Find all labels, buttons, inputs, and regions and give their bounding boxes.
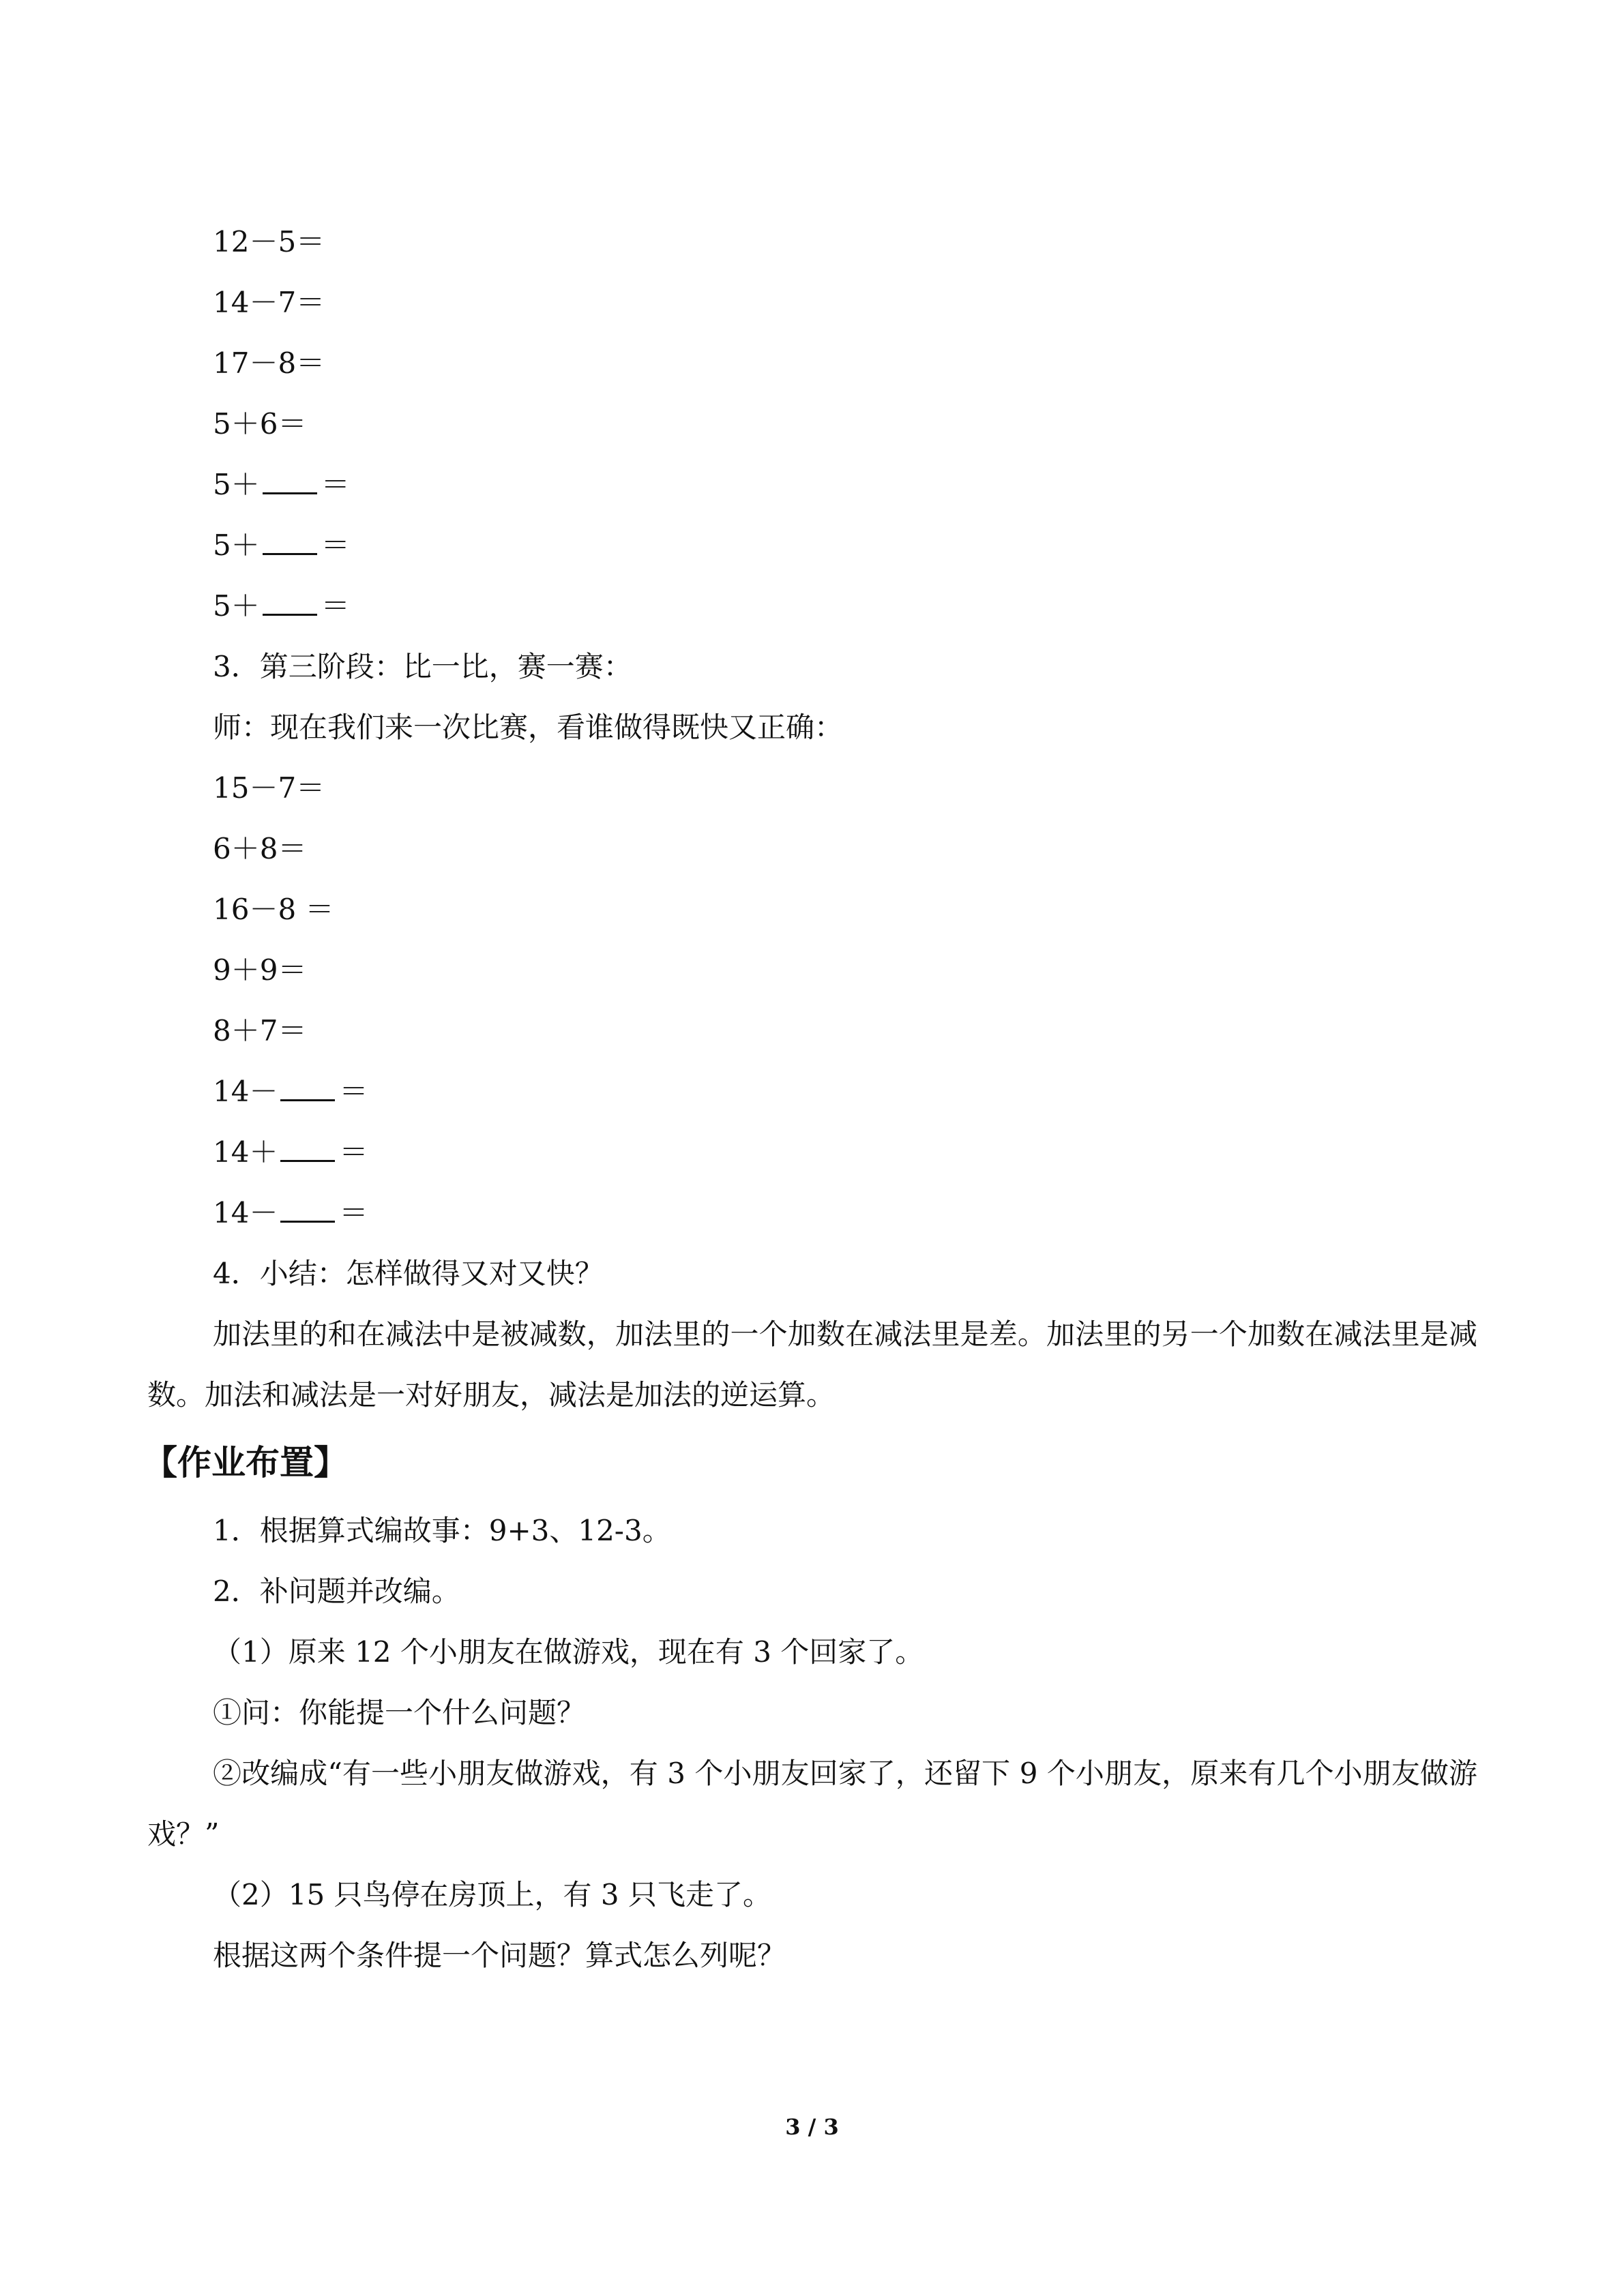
teacher-instruction: 师：现在我们来一次比赛，看谁做得既快又正确： [213, 711, 844, 744]
answer-blank [263, 530, 317, 555]
fill-blank-equation [147, 1182, 1477, 1243]
document-body [143, 211, 1477, 1986]
equation-line: 15－7＝ [213, 771, 325, 805]
answer-blank [263, 591, 317, 616]
equation-line: 16－8 ＝ [213, 893, 334, 926]
equation-suffix: ＝ [339, 1196, 368, 1229]
equation-suffix: ＝ [321, 528, 350, 562]
page-number: 3 / 3 [785, 2114, 839, 2140]
homework-item: 2．补问题并改编。 [213, 1575, 460, 1608]
answer-blank [280, 1197, 335, 1223]
stage-3-heading: 3．第三阶段：比一比，赛一赛： [213, 650, 632, 683]
equation-line: 9＋9＝ [213, 953, 307, 987]
fill-blank-equation [147, 454, 1477, 515]
equation-line: 17－8＝ [213, 346, 325, 380]
equation-suffix: ＝ [339, 1075, 368, 1108]
homework-item: 1．根据算式编故事：9+3、12-3。 [213, 1514, 671, 1547]
equation-suffix: ＝ [339, 1135, 368, 1169]
homework-question: ②改编成“有一些小朋友做游戏，有 3 个小朋友回家了，还留下 9 个小朋友，原来有几个小朋友做游戏？” [147, 1757, 1477, 1851]
summary-heading: 4．小结：怎样做得又对又快？ [213, 1257, 604, 1290]
fill-blank-equation [147, 1061, 1477, 1122]
homework-question: ①问：你能提一个什么问题？ [213, 1696, 586, 1729]
fill-blank-equation [147, 576, 1477, 636]
equation-prefix: 5＋ [213, 468, 260, 501]
homework-question: 根据这两个条件提一个问题？算式怎么列呢？ [213, 1939, 786, 1972]
homework-subitem: （2）15 只鸟停在房顶上，有 3 只飞走了。 [213, 1878, 771, 1911]
equation-line: 12－5＝ [213, 225, 325, 258]
summary-paragraph: 加法里的和在减法中是被减数，加法里的一个加数在减法里是差。加法里的另一个加数在减法里是减数。加法和减法是一对好朋友，减法是加法的逆运算。 [147, 1317, 1477, 1412]
fill-blank-equation [147, 515, 1477, 576]
answer-blank [280, 1137, 335, 1162]
homework-subitem: （1）原来 12 个小朋友在做游戏，现在有 3 个回家了。 [213, 1635, 924, 1669]
equation-suffix: ＝ [321, 468, 350, 501]
equation-prefix: 14＋ [213, 1135, 278, 1169]
equation-prefix: 14－ [213, 1075, 278, 1108]
equation-line: 14－7＝ [213, 286, 325, 319]
answer-blank [280, 1076, 335, 1101]
equation-line: 6＋8＝ [213, 832, 307, 865]
equation-line: 8＋7＝ [213, 1014, 307, 1047]
fill-blank-equation [147, 1122, 1477, 1182]
equation-prefix: 14－ [213, 1196, 278, 1229]
equation-suffix: ＝ [321, 589, 350, 623]
answer-blank [263, 469, 317, 494]
equation-prefix: 5＋ [213, 528, 260, 562]
equation-prefix: 5＋ [213, 589, 260, 623]
equation-line: 5＋6＝ [213, 407, 307, 441]
homework-section-heading: 【作业布置】 [143, 1443, 348, 1482]
